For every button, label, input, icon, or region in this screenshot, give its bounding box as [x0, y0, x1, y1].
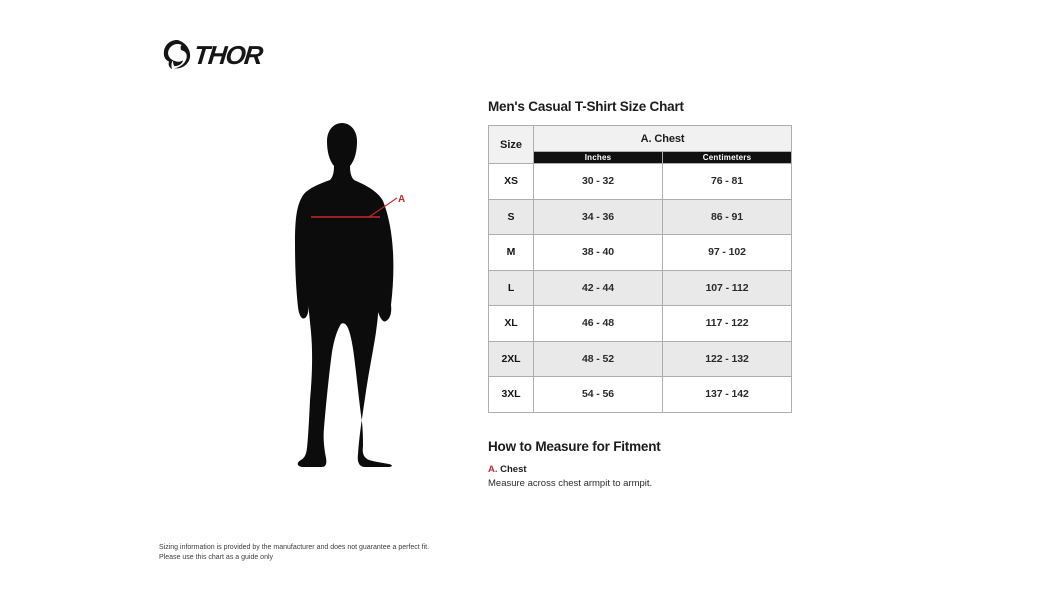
table-row-xs [489, 164, 792, 200]
table-row-2xl [489, 341, 792, 377]
centimeters-cell: 86 - 91 [663, 199, 792, 235]
disclaimer-line-2: Please use this chart as a guide only [159, 553, 274, 561]
centimeters-cell: 97 - 102 [663, 235, 792, 271]
inches-cell: 54 - 56 [534, 377, 663, 413]
inches-cell: 30 - 32 [534, 164, 663, 200]
thor-logo-icon [163, 39, 191, 70]
male-silhouette [295, 123, 393, 467]
table-subheader-row [489, 152, 792, 164]
centimeters-cell: 76 - 81 [663, 164, 792, 200]
size-chart-table [488, 125, 792, 413]
size-cell: S [489, 199, 534, 235]
measure-heading: How to Measure for Fitment [488, 438, 661, 454]
size-cell: 3XL [489, 377, 534, 413]
inches-cell: 46 - 48 [534, 306, 663, 342]
centimeters-cell: 117 - 122 [663, 306, 792, 342]
disclaimer-line-1: Sizing information is provided by the manufacturer and does not guarantee a perfect fit. [159, 544, 430, 551]
column-header-size: Size [489, 126, 534, 164]
inches-cell: 48 - 52 [534, 341, 663, 377]
table-row-s [489, 199, 792, 235]
size-chart-content [488, 99, 792, 489]
page-title: Men's Casual T-Shirt Size Chart [488, 99, 684, 114]
measure-label [488, 464, 792, 475]
table-row-m [489, 235, 792, 271]
table-header-row [489, 126, 792, 152]
table-row-3xl [489, 377, 792, 413]
inches-cell: 38 - 40 [534, 235, 663, 271]
column-header-centimeters: Centimeters [663, 152, 792, 164]
measure-label-letter: A. [488, 463, 498, 475]
thor-logo [163, 39, 262, 70]
size-cell: 2XL [489, 341, 534, 377]
table-row-l [489, 270, 792, 306]
inches-cell: 42 - 44 [534, 270, 663, 306]
column-header-chest: A. Chest [534, 126, 792, 152]
table-row-xl [489, 306, 792, 342]
column-header-inches: Inches [534, 152, 663, 164]
chest-annotation-letter: A [398, 194, 406, 205]
measure-description: Measure across chest armpit to armpit. [488, 477, 653, 489]
body-measurement-figure [293, 120, 425, 470]
centimeters-cell: 137 - 142 [663, 377, 792, 413]
inches-cell: 34 - 36 [534, 199, 663, 235]
size-cell: M [489, 235, 534, 271]
size-cell: XS [489, 164, 534, 200]
centimeters-cell: 122 - 132 [663, 341, 792, 377]
measure-label-name: Chest [500, 463, 527, 475]
size-cell: L [489, 270, 534, 306]
size-cell: XL [489, 306, 534, 342]
sizing-disclaimer [159, 543, 429, 562]
thor-logo-text: THOR [192, 39, 264, 70]
centimeters-cell: 107 - 112 [663, 270, 792, 306]
